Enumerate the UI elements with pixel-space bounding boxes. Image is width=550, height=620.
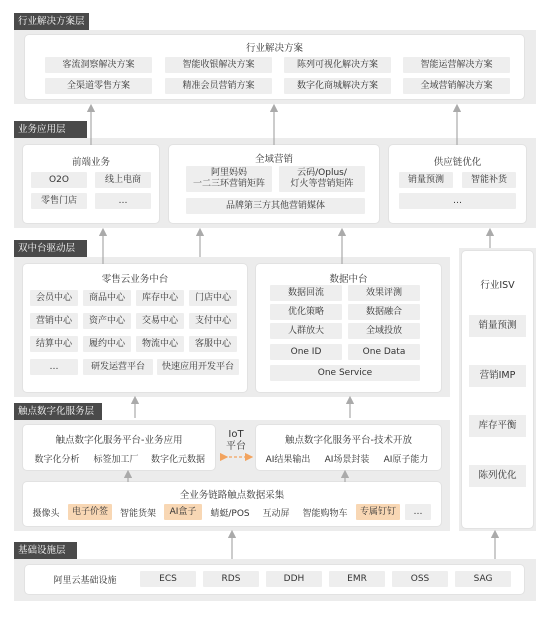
isv-item-inventory: 库存平衡 [469,415,526,437]
retail-module: 物流中心 [136,336,184,352]
retail-module-devops: 研发运营平台 [83,359,153,375]
touch-tech-title: 触点数字化服务平台-技术开放 [285,435,412,446]
retail-module: 库存中心 [136,290,184,306]
frontend-card [23,145,159,223]
layer-tag-industry: 行业解决方案层 [14,13,89,30]
retail-module: 会员中心 [30,290,78,306]
data-module: 效果评测 [348,285,420,301]
industry-title: 行业解决方案 [245,43,303,54]
marketing-card [169,145,379,223]
retail-module-rapid-dev: 快速应用开发平台 [157,359,239,375]
infra-card [25,565,524,594]
layer-tag-dual: 双中台驱动层 [14,240,87,257]
touch-biz-card [23,425,215,470]
infra-item: DDH [266,571,322,587]
touch-tech-item: AI结果输出 [265,455,311,465]
isv-card [462,251,533,528]
retail-module: 交易中心 [136,313,184,329]
marketing-item-alimama: 阿里妈妈 一二三环营销矩阵 [186,166,272,192]
frontend-item: … [95,193,151,209]
layer-tag-business: 业务应用层 [14,121,87,138]
supply-item: 销量预测 [399,172,453,188]
retail-module: 支付中心 [189,313,237,329]
industry-item: 数字化商城解决方案 [284,78,391,94]
marketing-title: 全域营销 [254,154,293,165]
data-module: 人群放大 [270,323,342,339]
industry-item: 智能收银解决方案 [165,57,272,73]
frontend-title: 前端业务 [71,157,110,168]
infra-item: ECS [140,571,196,587]
isv-item-imp: 营销IMP [469,365,526,387]
retail-platform-title: 零售云业务中台 [101,274,169,285]
isv-item-display: 陈列优化 [469,465,526,487]
touch-tech-card [256,425,441,470]
industry-item: 精准会员营销方案 [165,78,272,94]
marketing-item-yunma: 云码/Oplus/ 灯火等营销矩阵 [279,166,365,192]
industry-item: 全域营销解决方案 [403,78,510,94]
isv-title: 行业ISV [480,280,515,291]
retail-module: 营销中心 [30,313,78,329]
collect-item-smart-cart: 智能购物车 [302,509,348,519]
collect-item-smart-shelf: 智能货架 [119,509,156,519]
infra-item: SAG [455,571,511,587]
infra-item: RDS [203,571,259,587]
frontend-item: O2O [31,172,87,188]
layer-tag-infra: 基础设施层 [14,542,77,559]
infra-item-aliyun: 阿里云基础设施 [53,576,117,586]
touch-tech-item: AI原子能力 [383,455,429,465]
retail-module: … [30,359,78,375]
touch-tech-item: AI场景封装 [324,455,370,465]
industry-item: 智能运营解决方案 [403,57,510,73]
industry-item: 全渠道零售方案 [45,78,152,94]
infra-item: EMR [329,571,385,587]
data-module: 全域投放 [348,323,420,339]
data-platform-card [256,264,441,392]
collect-item-pos: 蜻蜓/POS [210,509,250,519]
touch-biz-item: 数字化分析 [34,455,80,465]
data-module-oneid: One ID [270,344,342,360]
retail-module: 结算中心 [30,336,78,352]
supply-item: 智能补货 [462,172,516,188]
collect-item-esl: 电子价签 [68,504,112,520]
industry-item: 客流洞察解决方案 [45,57,152,73]
data-module-onedata: One Data [348,344,420,360]
supply-card [389,145,526,223]
isv-item-sales-forecast: 销量预测 [469,315,526,337]
collect-item-ai-box: AI盒子 [164,504,202,520]
infra-item: OSS [392,571,448,587]
supply-title: 供应链优化 [433,157,482,168]
frontend-item: 零售门店 [31,193,87,209]
touch-biz-item: 数字化元数据 [150,455,205,465]
collect-title: 全业务链路触点数据采集 [179,490,285,501]
collect-item-interactive-screen: 互动屏 [262,509,290,519]
layer-tag-touch: 触点数字化服务层 [14,403,102,420]
data-module-oneservice: One Service [270,365,420,381]
retail-platform-card [23,264,247,392]
retail-module: 商品中心 [83,290,131,306]
industry-card [25,35,524,99]
data-module: 优化策略 [270,304,342,320]
touch-biz-title: 触点数字化服务平台-业务应用 [55,435,183,446]
supply-item: … [399,193,516,209]
data-platform-title: 数据中台 [329,274,368,285]
retail-module: 资产中心 [83,313,131,329]
retail-module: 门店中心 [189,290,237,306]
collect-item-dingtalk: 专属钉钉 [356,504,400,520]
data-module: 数据回流 [270,285,342,301]
touch-biz-item: 标签加工厂 [93,455,139,465]
frontend-item: 线上电商 [95,172,151,188]
retail-module: 客服中心 [189,336,237,352]
industry-item: 陈列可视化解决方案 [284,57,391,73]
data-module: 数据融合 [348,304,420,320]
retail-module: 履约中心 [83,336,131,352]
collect-card [23,482,441,526]
iot-platform-label: IoT 平台 [226,429,246,452]
marketing-item-thirdparty: 品牌第三方其他营销媒体 [186,198,365,214]
collect-item-more: … [405,504,431,520]
collect-item-camera: 摄像头 [32,509,60,519]
